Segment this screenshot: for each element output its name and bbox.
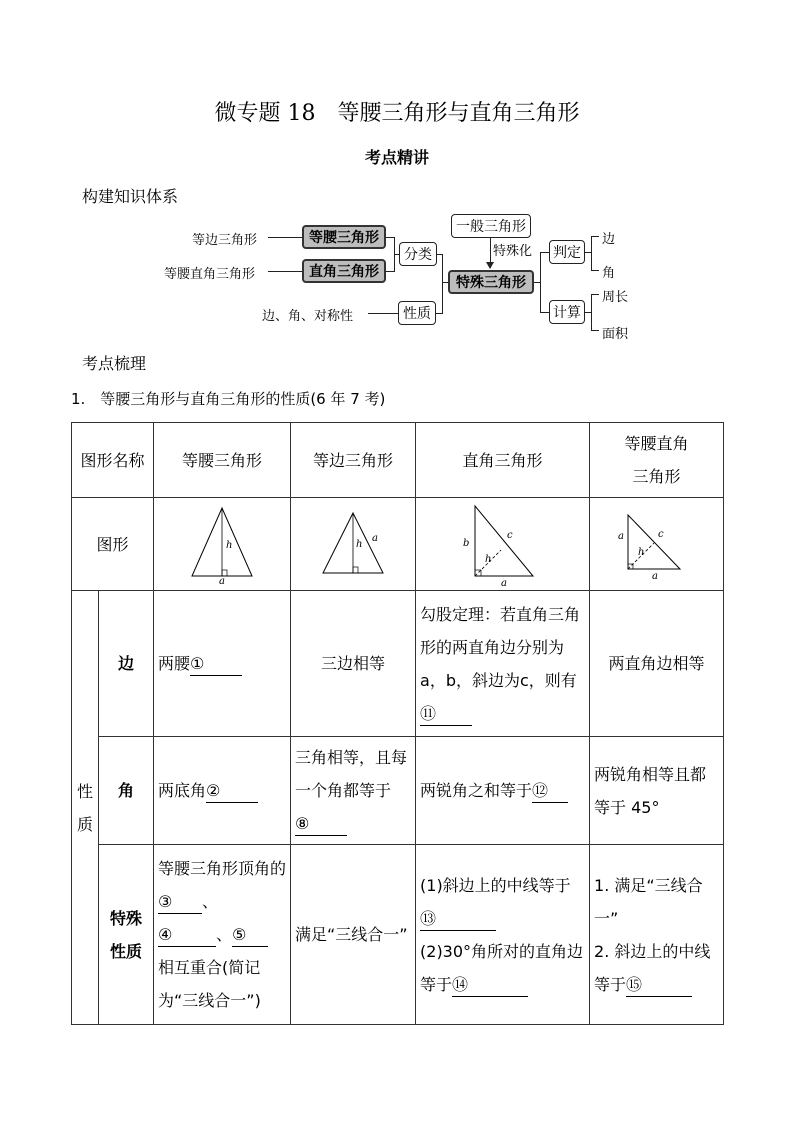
header-equilateral: 等边三角形 bbox=[291, 423, 416, 498]
label-h: h bbox=[356, 539, 363, 550]
header-figure-name: 图形名称 bbox=[72, 423, 154, 498]
cell-iso-special: 等腰三角形顶角的③ 、 ④ 、⑤ 相互重合(简记为“三线合一”) bbox=[154, 845, 291, 1025]
box-special-triangle: 特殊三角形 bbox=[448, 270, 534, 294]
table-figure-row bbox=[72, 498, 724, 591]
label-h: h bbox=[637, 547, 644, 558]
header-isosceles-right-line1: 等腰直角 bbox=[624, 434, 689, 453]
connector bbox=[540, 252, 541, 313]
box-right: 直角三角形 bbox=[302, 259, 386, 283]
equilateral-triangle-icon bbox=[308, 505, 398, 583]
connector bbox=[591, 294, 599, 295]
label-isosceles-right: 等腰直角三角形 bbox=[164, 267, 256, 282]
label-a: a bbox=[651, 571, 658, 579]
blank-3[interactable]: ③ bbox=[158, 891, 202, 914]
box-general-triangle: 一般三角形 bbox=[451, 214, 531, 238]
connector bbox=[386, 237, 394, 238]
label-c: c bbox=[657, 529, 664, 540]
row-label-angles: 角 bbox=[99, 737, 154, 845]
section-review: 考点梳理 bbox=[82, 354, 147, 373]
cell-equi-angles: 三角相等，且每一个角都等于⑧ bbox=[291, 737, 416, 845]
label-a: a bbox=[617, 531, 624, 542]
connector bbox=[540, 312, 549, 313]
label-specialize: 特殊化 bbox=[493, 244, 533, 259]
header-isosceles-right-line2: 三角形 bbox=[632, 467, 681, 486]
isosceles-right-triangle-icon bbox=[612, 509, 702, 579]
cell-right-angles: 两锐角之和等于⑫ bbox=[416, 737, 590, 845]
page-subtitle: 考点精讲 bbox=[364, 148, 429, 167]
figure-isosceles-right bbox=[590, 498, 724, 591]
connector bbox=[368, 313, 398, 314]
table-row-sides bbox=[72, 591, 724, 737]
table-header-row bbox=[72, 423, 724, 498]
label-c: c bbox=[506, 530, 513, 541]
arrow-down-icon bbox=[486, 262, 494, 269]
blank-13[interactable]: ⑬ bbox=[420, 908, 496, 931]
properties-table bbox=[71, 422, 724, 1025]
box-compute: 计算 bbox=[549, 300, 585, 324]
label-angle: 角 bbox=[602, 266, 616, 281]
connector bbox=[591, 270, 599, 271]
row-label-special: 特殊性质 bbox=[99, 845, 154, 1025]
blank-5[interactable]: ⑤ bbox=[232, 924, 268, 947]
connector bbox=[268, 271, 302, 272]
right-triangle-icon bbox=[453, 502, 553, 586]
blank-8[interactable]: ⑧ bbox=[295, 813, 347, 836]
blank-14[interactable]: ⑭ bbox=[452, 974, 528, 997]
box-isosceles: 等腰三角形 bbox=[302, 225, 386, 249]
blank-2[interactable]: ② bbox=[206, 780, 258, 803]
row-label-figure: 图形 bbox=[72, 498, 154, 591]
box-judge: 判定 bbox=[549, 240, 585, 264]
connector bbox=[591, 294, 592, 331]
table-row-special bbox=[72, 845, 724, 1025]
row-label-sides: 边 bbox=[99, 591, 154, 737]
header-isosceles-right bbox=[590, 423, 724, 498]
label-a: a bbox=[500, 578, 507, 586]
blank-1[interactable]: ① bbox=[190, 653, 242, 676]
cell-iso-angles: 两底角② bbox=[154, 737, 291, 845]
label-h: h bbox=[226, 540, 233, 551]
blank-12[interactable]: ⑫ bbox=[532, 780, 568, 803]
label-a: a bbox=[372, 533, 378, 544]
figure-equilateral bbox=[291, 498, 416, 591]
label-a: a bbox=[219, 576, 225, 584]
cell-iso-sides: 两腰① bbox=[154, 591, 291, 737]
cell-equi-sides: 三边相等 bbox=[291, 591, 416, 737]
section-heading: 1. 等腰三角形与直角三角形的性质(6 年 7 考) bbox=[71, 390, 386, 408]
page-title: 微专题 18 等腰三角形与直角三角形 bbox=[214, 101, 580, 126]
connector bbox=[268, 237, 302, 238]
label-h: h bbox=[484, 554, 491, 565]
section-knowledge-system: 构建知识体系 bbox=[82, 187, 179, 206]
header-right: 直角三角形 bbox=[416, 423, 590, 498]
isosceles-triangle-icon bbox=[172, 504, 272, 584]
label-b: b bbox=[462, 538, 469, 549]
connector bbox=[540, 252, 549, 253]
cell-isoright-angles: 两锐角相等且都等于 45° bbox=[590, 737, 724, 845]
label-side: 边 bbox=[602, 232, 616, 247]
table-row-angles bbox=[72, 737, 724, 845]
label-sides-angles-symmetry: 边、角、对称性 bbox=[262, 309, 354, 324]
cell-right-special: (1)斜边上的中线等于⑬ (2)30°角所对的直角边等于⑭ bbox=[416, 845, 590, 1025]
connector bbox=[386, 271, 394, 272]
connector bbox=[591, 236, 599, 237]
box-classify: 分类 bbox=[399, 242, 437, 266]
connector bbox=[442, 254, 443, 314]
label-equilateral: 等边三角形 bbox=[192, 233, 258, 248]
blank-4[interactable]: ④ bbox=[158, 924, 216, 947]
cell-isoright-special: 1. 满足“三线合一” 2. 斜边上的中线等于⑮ bbox=[590, 845, 724, 1025]
cell-isoright-sides: 两直角边相等 bbox=[590, 591, 724, 737]
figure-right bbox=[416, 498, 590, 591]
connector bbox=[591, 236, 592, 271]
cell-equi-special: 满足“三线合一” bbox=[291, 845, 416, 1025]
box-property: 性质 bbox=[398, 301, 436, 325]
header-isosceles: 等腰三角形 bbox=[154, 423, 291, 498]
cell-right-sides: 勾股定理：若直角三角形的两直角边分别为a，b，斜边为c，则有⑪ bbox=[416, 591, 590, 737]
figure-isosceles bbox=[154, 498, 291, 591]
blank-11[interactable]: ⑪ bbox=[420, 703, 472, 726]
group-label-property: 性 质 bbox=[72, 591, 99, 1025]
connector bbox=[591, 330, 599, 331]
label-perimeter: 周长 bbox=[602, 290, 629, 305]
blank-15[interactable]: ⑮ bbox=[626, 974, 692, 997]
label-area: 面积 bbox=[602, 327, 629, 342]
